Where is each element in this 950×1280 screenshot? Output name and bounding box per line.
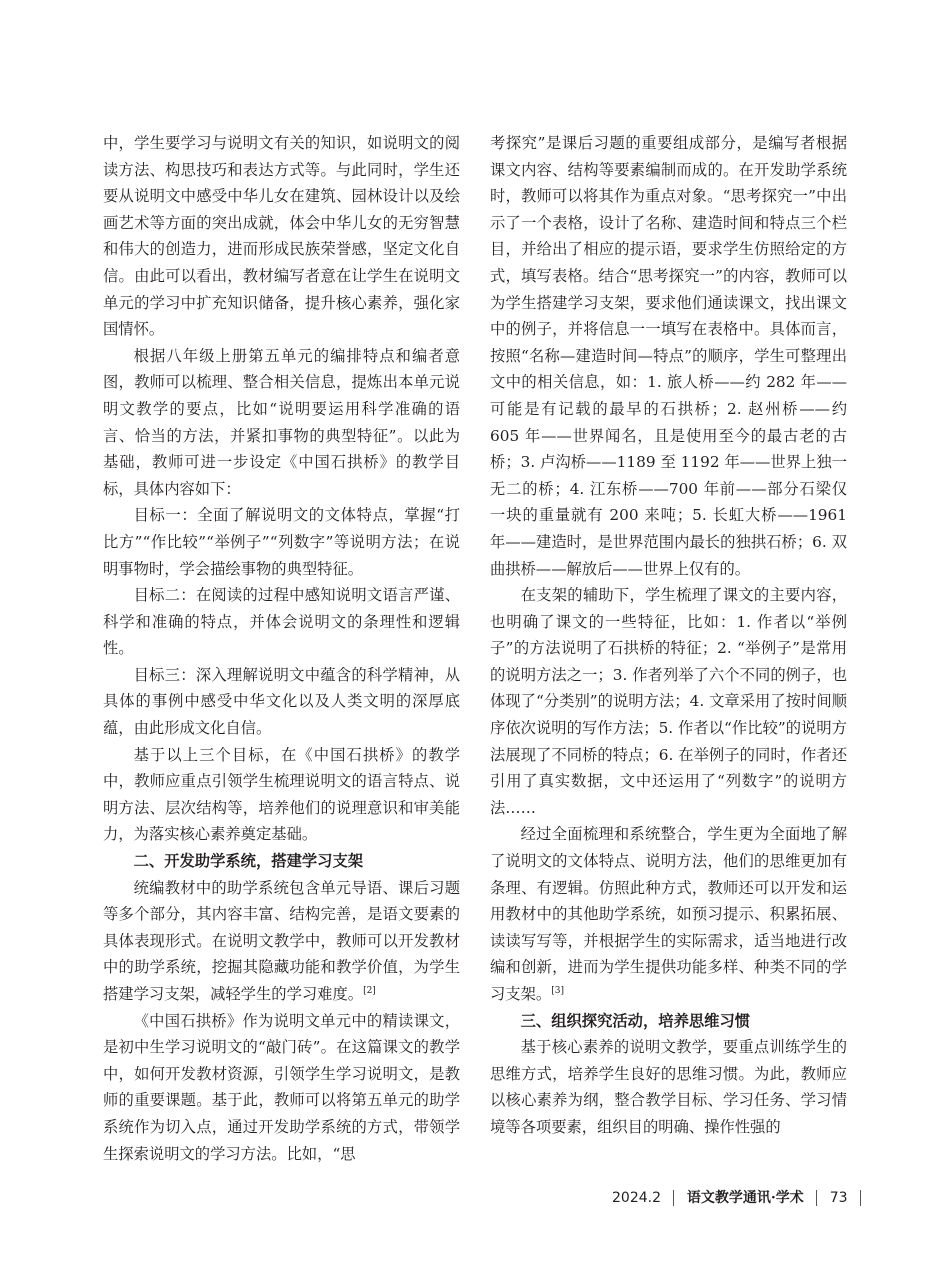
paragraph: 中，学生要学习与说明文有关的知识，如说明文的阅读方法、构思技巧和表达方式等。与此同时，学生还要从说明文中感受中华儿女在建筑、园林设计以及绘画艺术等方面的突出成就，体会中华儿女的无穷智慧和伟大的创造力，进而形成民族荣誉感，坚定文化自信。由此可以看出，教材编写者意在让学生在说明文单元的学习中扩充知识储备，提升核心素养，强化家国情怀。 [103, 134, 460, 339]
paragraph: 考探究”是课后习题的重要组成部分，是编写者根据课文内容、结构等要素编制而成的。在开发助学系统时，教师可以将其作为重点对象。“思考探究一”中出示了一个表格，设计了名称、建造时间和特点三个栏目，并给出了相应的提示语，要求学生仿照给定的方式，填写表格。结合“思考探究一”的内容，教师可以为学生搭建学习支架，要求他们通读课文，找出课文中的例子，并将信息一一填写在表格中。具体而言，按照“名称—建造时间—特点”的顺序，学生可整理出文中的相关信息，如：1. 旅人桥——约 282 年——可能是有记载的最早的石拱桥；2. 赵州桥——约 605 年——世界闻名，且是使用至今的最古老的古桥；3. 卢沟桥——1189 至 1192 年——世界上独一无二的桥；4. 江东桥——700 年前——部分石梁仅一块的重量就有 200 来吨；5. 长虹大桥——1961 年——建造时，是世界范围内最长的独拱石桥；6. 双曲拱桥——解放后——世界上仅有的。 [490, 134, 847, 578]
paragraph: 基于以上三个目标，在《中国石拱桥》的教学中，教师应重点引领学生梳理说明文的语言特点、说明方法、层次结构等，培养他们的说理意识和审美能力，为落实核心素养奠定基础。 [103, 745, 460, 844]
page-footer [612, 1187, 869, 1209]
divider [673, 1190, 674, 1206]
paragraph: 《中国石拱桥》作为说明文单元中的精读课文，是初中生学习说明文的“敲门砖”。在这篇课文的教学中，如何开发教材资源，引领学生学习说明文，是教师的重要课题。基于此，教师可以将第五单元的助学系统作为切入点，通过开发助学系统的方式，带领学生探索说明文的学习方法。比如，“思 [103, 1011, 460, 1163]
paragraph [103, 875, 460, 1008]
left-column [103, 130, 460, 1167]
divider [860, 1190, 861, 1206]
paragraph: 目标一：全面了解说明文的文体特点，掌握“打比方”“作比较”“举例子”“列数字”等说明方法；在说明事物时，学会描绘事物的典型特征。 [103, 506, 460, 578]
divider [816, 1190, 817, 1206]
paragraph-text: 统编教材中的助学系统包含单元导语、课后习题等多个部分，其内容丰富、结构完善，是语文要素的具体表现形式。在说明文教学中，教师可以开发教材中的助学系统，挖掘其隐藏功能和教学价值，为学生搭建学习支架，减轻学生的学习难度。 [103, 878, 460, 1003]
paragraph [490, 821, 847, 1007]
section-heading: 二、开发助学系统，搭建学习支架 [133, 852, 364, 871]
journal-name: 语文教学通讯·学术 [686, 1190, 804, 1206]
paragraph-text: 经过全面梳理和系统整合，学生更为全面地了解了说明文的文体特点、说明方法，他们的思维更加有条理、有逻辑。仿照此种方式，教师还可以开发和运用教材中的其他助学系统，如预习提示、积累拓展、读读写写等，并根据学生的实际需求，适当地进行改编和创新，进而为学生提供功能多样、种类不同的学习支架。 [490, 825, 847, 1003]
paragraph: 根据八年级上册第五单元的编排特点和编者意图，教师可以梳理、整合相关信息，提炼出本单元说明文教学的要点，比如“说明要运用科学准确的语言、恰当的方法，并紧扣事物的典型特征”。以此为基础，教师可进一步设定《中国石拱桥》的教学目标，具体内容如下： [103, 346, 460, 498]
page-number: 73 [829, 1190, 848, 1206]
paragraph: 目标二：在阅读的过程中感知说明文语言严谨、科学和准确的特点，并体会说明文的条理性和逻辑性。 [103, 586, 460, 658]
paragraph: 目标三：深入理解说明文中蕴含的科学精神，从具体的事例中感受中华文化以及人类文明的深厚底蕴，由此形成文化自信。 [103, 665, 460, 738]
issue-number: 2024.2 [612, 1190, 661, 1206]
section-heading: 三、组织探究活动，培养思维习惯 [520, 1011, 751, 1030]
citation-ref: [2] [363, 985, 376, 996]
paragraph: 基于核心素养的说明文教学，要重点训练学生的思维方式，培养学生良好的思维习惯。为此，教师应以核心素养为纲，整合教学目标、学习任务、学习情境等各项要素，组织目的明确、操作性强的 [490, 1038, 847, 1136]
paragraph: 在支架的辅助下，学生梳理了课文的主要内容，也明确了课文的一些特征，比如：1. 作者以“举例子”的方法说明了石拱桥的特征；2. “举例子”是常用的说明方法之一；3. 作者列举了六个不同的例子，也体现了“分类别”的说明方法；4. 文章采用了按时间顺序依次说明的写作方法；5. 作者以“作比较”的说明方法展现了不同桥的特点；6. 在举例子的同时，作者还引用了真实数据，文中还运用了“列数字”的说明方法…… [490, 586, 847, 817]
citation-ref: [3] [551, 985, 564, 996]
right-column [490, 130, 847, 1141]
